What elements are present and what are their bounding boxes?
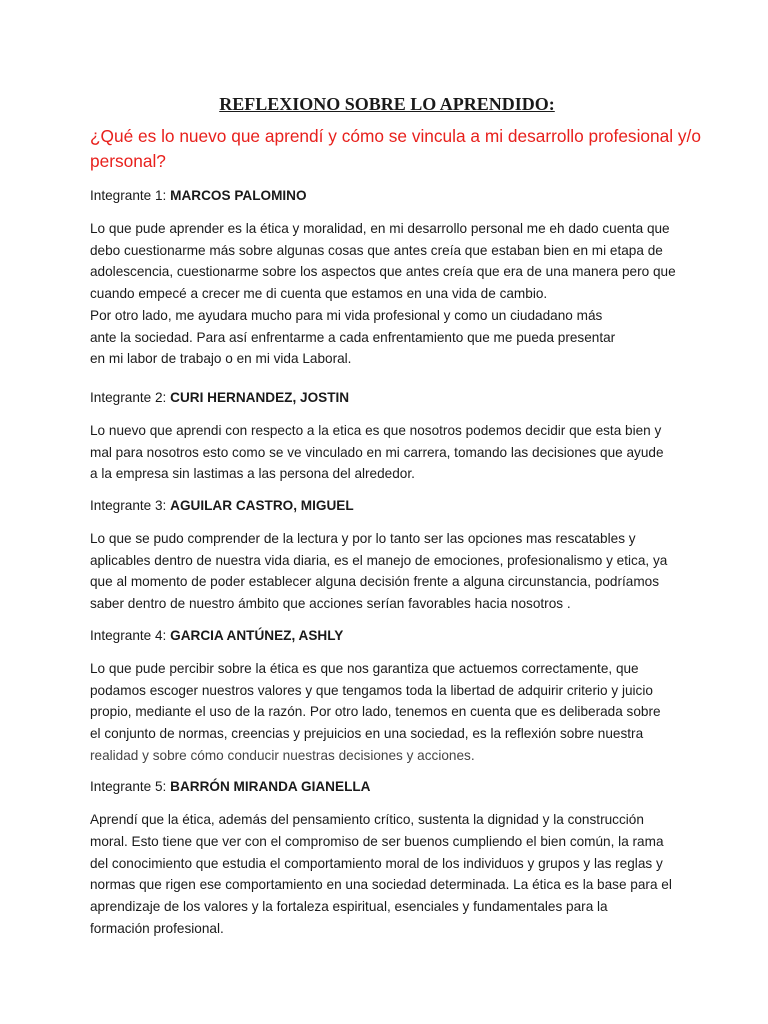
text-line: a la empresa sin lastimas a las persona del alrededor. [90,466,415,482]
text-line: ante la sociedad. Para así enfrentarme a cada enfrentamiento que me pueda presentar [90,329,616,345]
member-label: Integrante 3: [90,498,167,514]
member-section-1 [90,186,690,370]
spacer [90,766,690,777]
member-label: Integrante 4: [90,627,167,643]
text-line: en mi labor de trabajo o en mi vida Laboral. [90,351,352,367]
member-name: BARRÓN MIRANDA GIANELLA [170,779,371,795]
text-line: propio, mediante el uso de la razón. Por otro lado, tenemos en cuenta que es deliberada sobre [90,704,661,720]
member-label: Integrante 1: [90,188,167,203]
member-reflection [90,658,690,767]
text-line: Aprendí que la ética, además del pensamiento crítico, sustenta la dignidad y la construcción [90,812,644,828]
text-line: Por otro lado, me ayudara mucho para mi vida profesional y como un ciudadano más [90,307,603,323]
member-name: MARCOS PALOMINO [170,188,307,203]
member-label: Integrante 5: [90,779,167,795]
text-line: Lo que se pudo comprender de la lectura y por lo tanto ser las opciones mas rescatables y [90,531,636,547]
text-line: Lo nuevo que aprendi con respecto a la etica es que nosotros podemos decidir que esta bien y [90,422,662,438]
member-name: AGUILAR CASTRO, MIGUEL [170,498,354,514]
text-line: saber dentro de nuestro ámbito que acciones serían favorables hacia nosotros . [90,596,571,612]
text-line: formación profesional. [90,920,224,936]
question-line: ¿Qué es lo nuevo que aprendí y cómo se vincula a mi desarrollo profesional y/o [90,126,701,146]
text-line: aprendizaje de los valores y la fortaleza espiritual, esenciales y fundamentales para la [90,899,608,915]
member-reflection [90,420,690,485]
text-line: que al momento de poder establecer alguna decisión frente a alguna circunstancia, podríamos [90,574,660,590]
text-line: adolescencia, cuestionarme sobre los aspectos que antes creía que era de una manera pero que [90,264,676,280]
member-section-2 [90,388,690,485]
spacer [90,615,690,626]
spacer [90,370,690,388]
text-line: Lo que pude percibir sobre la ética es que nos garantiza que actuemos correctamente, que [90,660,639,676]
member-reflection [90,218,690,370]
member-name: GARCIA ANTÚNEZ, ASHLY [170,627,344,643]
member-section-3 [90,496,690,615]
text-line: debo cuestionarme más sobre algunas cosas que antes creía que estaban bien en mi etapa de [90,242,663,258]
document-title: REFLEXIONO SOBRE LO APRENDIDO: [219,94,555,114]
member-name: CURI HERNANDEZ, JOSTIN [170,389,350,405]
question-line: personal? [90,151,166,171]
spacer [90,485,690,496]
member-label: Integrante 2: [90,389,167,405]
text-line: moral. Esto tiene que ver con el compromiso de ser buenos cumpliendo el bien común, la rama [90,834,664,850]
text-line: aplicables dentro de nuestra vida diaria, es el manejo de emociones, profesionalismo y etica, ya [90,552,668,568]
member-reflection [90,809,690,939]
text-line: cuando empecé a crecer me di cuenta que estamos en una vida de cambio. [90,286,548,302]
text-line: normas que rigen ese comportamiento en una sociedad determinada. La ética es la base para el [90,877,672,893]
member-reflection [90,528,690,615]
text-line: mal para nosotros esto como se ve vinculado en mi carrera, tomando las decisiones que ayude [90,444,664,460]
member-section-5 [90,777,690,939]
text-line: el conjunto de normas, creencias y prejuicios en una sociedad, es la reflexión sobre nuestra [90,725,644,741]
member-heading [90,626,690,646]
member-heading [90,496,690,516]
text-line: podamos escoger nuestros valores y que tengamos toda la libertad de adquirir criterio y juicio [90,682,653,698]
text-line: realidad y sobre cómo conducir nuestras decisiones y acciones. [90,747,475,763]
text-line: del conocimiento que estudia el comportamiento moral de los individuos y grupos y las reglas y [90,855,663,871]
member-heading [90,777,690,797]
member-heading [90,388,690,408]
text-line: Lo que pude aprender es la ética y moralidad, en mi desarrollo personal me eh dado cuenta que [90,221,670,236]
member-section-4 [90,626,690,767]
reflection-question [90,124,701,174]
member-heading [90,186,690,206]
